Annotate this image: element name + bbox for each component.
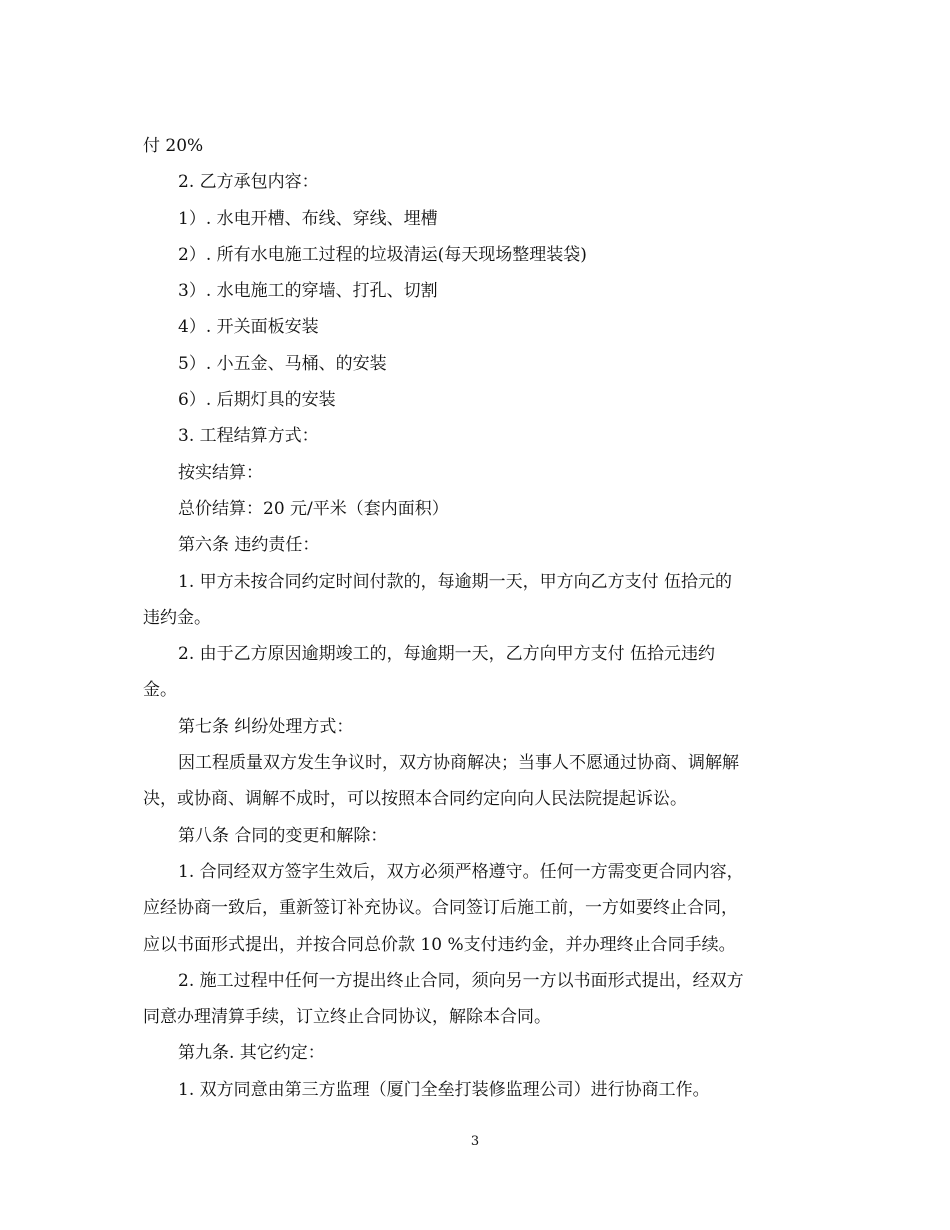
text-line: 5）. 小五金、马桶、的安装: [178, 353, 387, 374]
text-line: 1. 合同经双方签字生效后，双方必须严格遵守。任何一方需变更合同内容，: [178, 861, 744, 882]
text-line: 付 20%: [143, 136, 204, 156]
page-number: 3: [470, 1134, 480, 1149]
text-line: 2）. 所有水电施工过程的垃圾清运(每天现场整理装袋): [178, 244, 587, 265]
text-line: 应经协商一致后，重新签订补充协议。合同签订后施工前，一方如要终止合同，: [143, 898, 738, 919]
text-line: 6）. 后期灯具的安装: [178, 390, 336, 411]
text-line: 2. 由于乙方原因逾期竣工的，每逾期一天，乙方向甲方支付 伍拾元违约: [178, 644, 716, 665]
text-line: 第六条 违约责任：: [178, 535, 320, 556]
text-line: 应以书面形式提出，并按合同总价款 10 %支付违约金，并办理终止合同手续。: [143, 934, 736, 955]
text-line: 第七条 纠纷处理方式：: [178, 716, 354, 737]
text-line: 第八条 合同的变更和解除：: [178, 825, 388, 846]
text-line: 2. 乙方承包内容：: [178, 172, 319, 193]
text-line: 1）. 水电开槽、布线、穿线、埋槽: [178, 208, 438, 229]
text-line: 3. 工程结算方式：: [178, 426, 319, 447]
text-line: 4）. 开关面板安装: [178, 317, 319, 338]
text-line: 决，或协商、调解不成时，可以按照本合同约定向向人民法院提起诉讼。: [143, 789, 687, 810]
text-line: 因工程质量双方发生争议时，双方协商解决；当事人不愿通过协商、调解解: [178, 753, 739, 774]
text-line: 总价结算：20 元/平米（套内面积）: [178, 498, 449, 519]
document-body: [143, 128, 813, 1108]
text-line: 1. 甲方未按合同约定时间付款的，每逾期一天，甲方向乙方支付 伍拾元的: [178, 571, 733, 592]
text-line: 按实结算：: [178, 462, 263, 483]
text-line: 第九条. 其它约定：: [178, 1043, 325, 1064]
text-line: 1. 双方同意由第三方监理（厦门全垒打装修监理公司）进行协商工作。: [178, 1079, 710, 1100]
text-line: 3）. 水电施工的穿墙、打孔、切割: [178, 281, 438, 302]
text-line: 违约金。: [143, 607, 211, 628]
text-line: 同意办理清算手续，订立终止合同协议，解除本合同。: [143, 1007, 551, 1028]
text-line: 2. 施工过程中任何一方提出终止合同，须向另一方以书面形式提出，经双方: [178, 970, 744, 991]
text-line: 金。: [143, 680, 177, 701]
